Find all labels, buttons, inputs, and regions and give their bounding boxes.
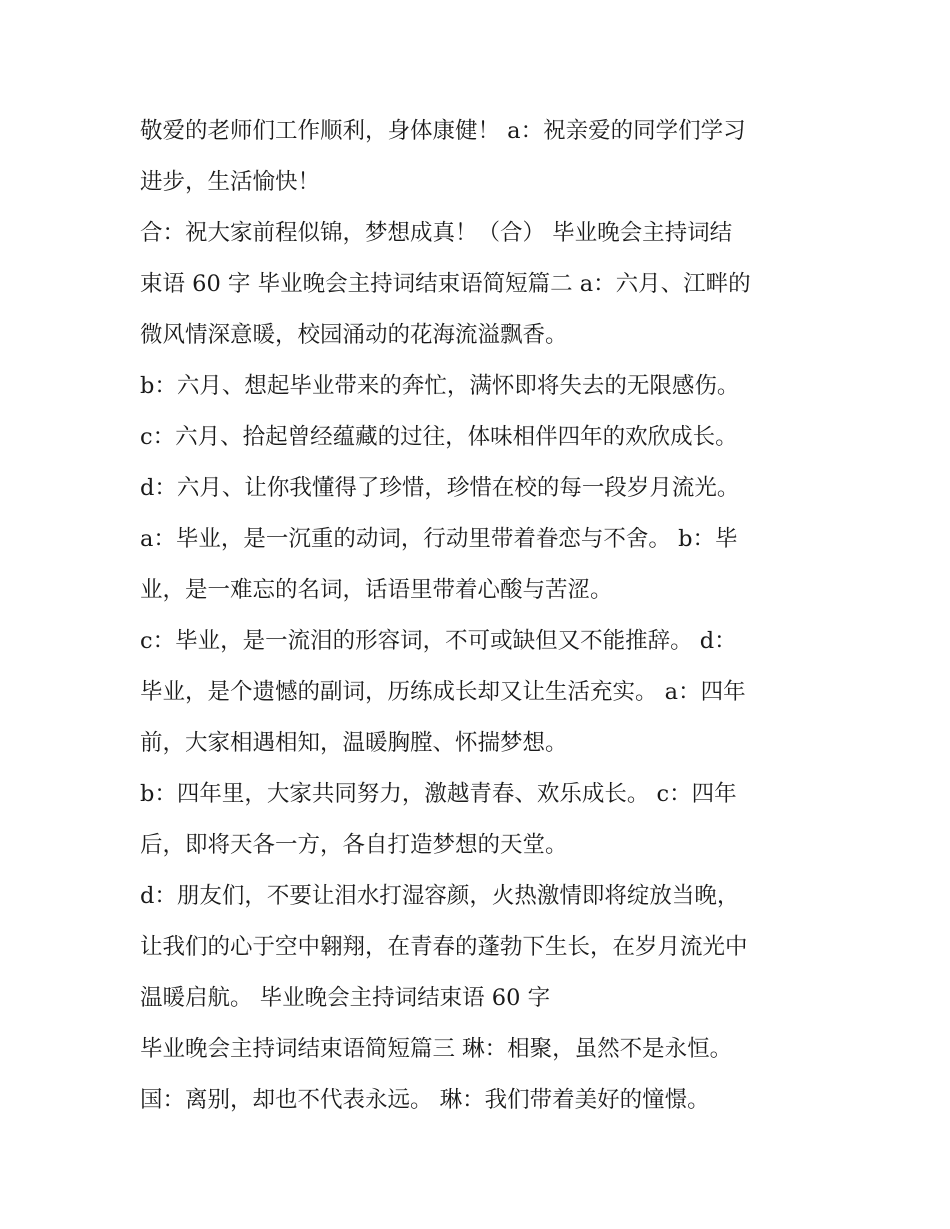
text-line: 国：离别，却也不代表永远。 琳：我们带着美好的憧憬。 [140,1087,710,1113]
text-line: 微风情深意暖，校园涌动的花海流溢飘香。 [140,322,568,348]
text-line: d：六月、让你我懂得了珍惜，珍惜在校的每一段岁月流光。 [140,475,740,501]
text-line: b：四年里，大家共同努力，激越青春、欢乐成长。 c：四年 [140,781,737,807]
text-line: b：六月、想起毕业带来的奔忙，满怀即将失去的无限感伤。 [140,373,740,399]
text-line: 合：祝大家前程似锦，梦想成真！（合） 毕业晚会主持词结 [140,220,733,246]
text-line: d：朋友们，不要让泪水打湿容颜，火热激情即将绽放当晚， [140,883,740,909]
text-line: c：毕业，是一流泪的形容词，不可或缺但又不能推辞。 d： [140,628,737,654]
text-line: c：六月、拾起曾经蕴藏的过往，体味相伴四年的欢欣成长。 [140,424,738,450]
text-line: 业，是一难忘的名词，话语里带着心酸与苦涩。 [140,577,613,603]
text-line: 敬爱的老师们工作顺利，身体康健！ a：祝亲爱的同学们学习 [140,118,746,144]
text-line: 前，大家相遇相知，温暖胸膛、怀揣梦想。 [140,730,568,756]
text-line: 温暖启航。 毕业晚会主持词结束语 60 字 [140,985,551,1011]
text-line: 后，即将天各一方，各自打造梦想的天堂。 [140,832,568,858]
text-line: 毕业晚会主持词结束语简短篇三 琳：相聚，虽然不是永恒。 [140,1036,733,1062]
text-line: 毕业，是个遗憾的副词，历练成长却又让生活充实。 a：四年 [140,679,746,705]
text-line: a：毕业，是一沉重的动词，行动里带着眷恋与不舍。 b：毕 [140,526,738,552]
document-body [140,106,820,1126]
text-line: 让我们的心于空中翱翔，在青春的蓬勃下生长，在岁月流光中 [140,934,748,960]
text-line: 束语 60 字 毕业晚会主持词结束语简短篇二 a：六月、江畔的 [140,271,751,297]
text-line: 进步，生活愉快！ [140,169,321,195]
